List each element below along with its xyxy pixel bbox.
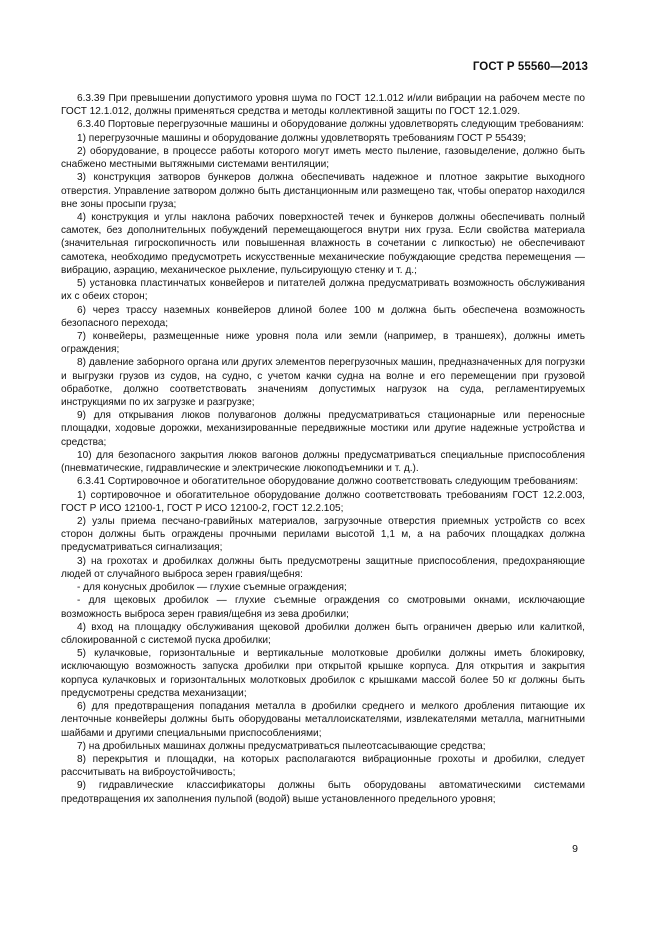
- list-item: 6) для предотвращения попадания металла в дробилки среднего и мелкого дробления питающие их ленточные конвейеры должны быть оборудованы металлоискателями, извлекателями металла, магнитными шайбами и другими специальными приспособлениями;: [61, 701, 585, 739]
- list-item: 7) конвейеры, размещенные ниже уровня пола или земли (например, в траншеях), должны иметь ограждения;: [61, 330, 585, 356]
- page-number: 9: [572, 843, 578, 855]
- list-item: 10) для безопасного закрытия люков вагонов должны предусматриваться специальные приспособления (пневматические, гидравлические и электрические люкоподъемники и т. д.).: [61, 449, 585, 475]
- document-body: [61, 92, 585, 806]
- list-item: 8) давление заборного органа или других элементов перегрузочных машин, предназначенных для погрузки и выгрузки грузов из судов, на судно, с учетом качки судна на волне и его перемещении при грузовой обработке, должно соответствовать значениям допустимых нагрузок на суда, регламентируемых инструкциями по их загрузке и разгрузке;: [61, 357, 585, 409]
- paragraph-6-3-40: 6.3.40 Портовые перегрузочные машины и оборудование должны удовлетворять следующим требованиям:: [77, 119, 584, 131]
- list-item: 1) перегрузочные машины и оборудование должны удовлетворять требованиям ГОСТ Р 55439;: [77, 132, 527, 144]
- list-item: 7) на дробильных машинах должны предусматриваться пылеотсасывающие средства;: [77, 740, 486, 752]
- sub-list-item: - для конусных дробилок — глухие съемные ограждения;: [77, 582, 347, 594]
- list-item: 4) конструкция и углы наклона рабочих поверхностей течек и бункеров должны обеспечивать полный самотек, без дополнительных побуждений перемещающегося внутри них груза. Если свойства материала (значительная гигроскопичность или повышенная влажность в сочетании с липкостью) не обеспечивают самотека, необходимо предусмотреть искусственные механические побуждающие средства перемещения — вибрацию, аэрацию, механическое рыхление, пульсирующую стенку и т. д.;: [61, 211, 585, 276]
- paragraph-6-3-39: 6.3.39 При превышении допустимого уровня шума по ГОСТ 12.1.012 и/или вибрации на рабочем месте по ГОСТ 12.1.012, должны применяться средства и методы коллективной защиты по ГОСТ 12.1.029.: [61, 93, 585, 118]
- list-item: 5) кулачковые, горизонтальные и вертикальные молотковые дробилки должны иметь блокировку, исключающую возможность запуска дробилки при открытой крышке корпуса. Для открытия и закрытия корпуса кулачковых и горизонтальных молотковых дробилок с крышками массой более 50 кг должны быть предусмотрены средства механизации;: [61, 648, 585, 699]
- list-item: 2) оборудование, в процессе работы которого могут иметь место пыление, газовыделение, должно быть снабжено местными вытяжными системами вентиляции;: [61, 145, 585, 171]
- list-item: 2) узлы приема песчано-гравийных материалов, загрузочные отверстия приемных устройств со всех сторон должны быть ограждены прочными перилами высотой 1,1 м, а на рабочих площадках должна предусматриваться сигнализация;: [61, 516, 585, 554]
- sub-list-item: - для щековых дробилок — глухие съемные ограждения со смотровыми окнами, исключающие возможность выброса зерен гравия/щебня из зева дробилки;: [61, 595, 585, 620]
- list-item: 8) перекрытия и площадки, на которых располагаются вибрационные грохоты и дробилки, следует рассчитывать на виброустойчивость;: [61, 753, 585, 779]
- list-item: 3) на грохотах и дробилках должны быть предусмотрены защитные приспособления, предохраняющие людей от случайного выброса зерен гравия/щебня:: [61, 555, 585, 580]
- list-item: 5) установка пластинчатых конвейеров и питателей должна предусматривать возможность обслуживания их с обеих сторон;: [61, 278, 585, 303]
- list-item: 1) сортировочное и обогатительное оборудование должно соответствовать требованиям ГОСТ 12.2.003, ГОСТ Р ИСО 12100-1, ГОСТ Р ИСО 12100-2, ГОСТ 12.2.105;: [61, 489, 585, 514]
- list-item: 9) для открывания люков полувагонов должны предусматриваться стационарные или переносные площадки, ходовые дорожки, механизированные передвижные мостики или другие надежные устройства и средства;: [61, 410, 585, 448]
- list-item: 4) вход на площадку обслуживания щековой дробилки должен быть ограничен дверью или калиткой, сблокированной с системой пуска дробилки;: [61, 621, 585, 646]
- list-item: 3) конструкция затворов бункеров должна обеспечивать надежное и плотное закрытие выходного отверстия. Управление затвором должно быть дистанционным или размещено так, чтобы оператор находился вне зоны просыпи груза;: [61, 172, 585, 210]
- paragraph-6-3-41: 6.3.41 Сортировочное и обогатительное оборудование должно соответствовать следующим требованиям:: [77, 476, 579, 488]
- list-item: 9) гидравлические классификаторы должны быть оборудованы автоматическими системами предотвращения их заполнения пульпой (водой) выше установленного предельного уровня;: [61, 780, 585, 805]
- standard-id-header: ГОСТ Р 55560—2013: [472, 61, 588, 73]
- list-item: 6) через трассу наземных конвейеров длиной более 100 м должна быть обеспечена возможность безопасного перехода;: [61, 304, 585, 329]
